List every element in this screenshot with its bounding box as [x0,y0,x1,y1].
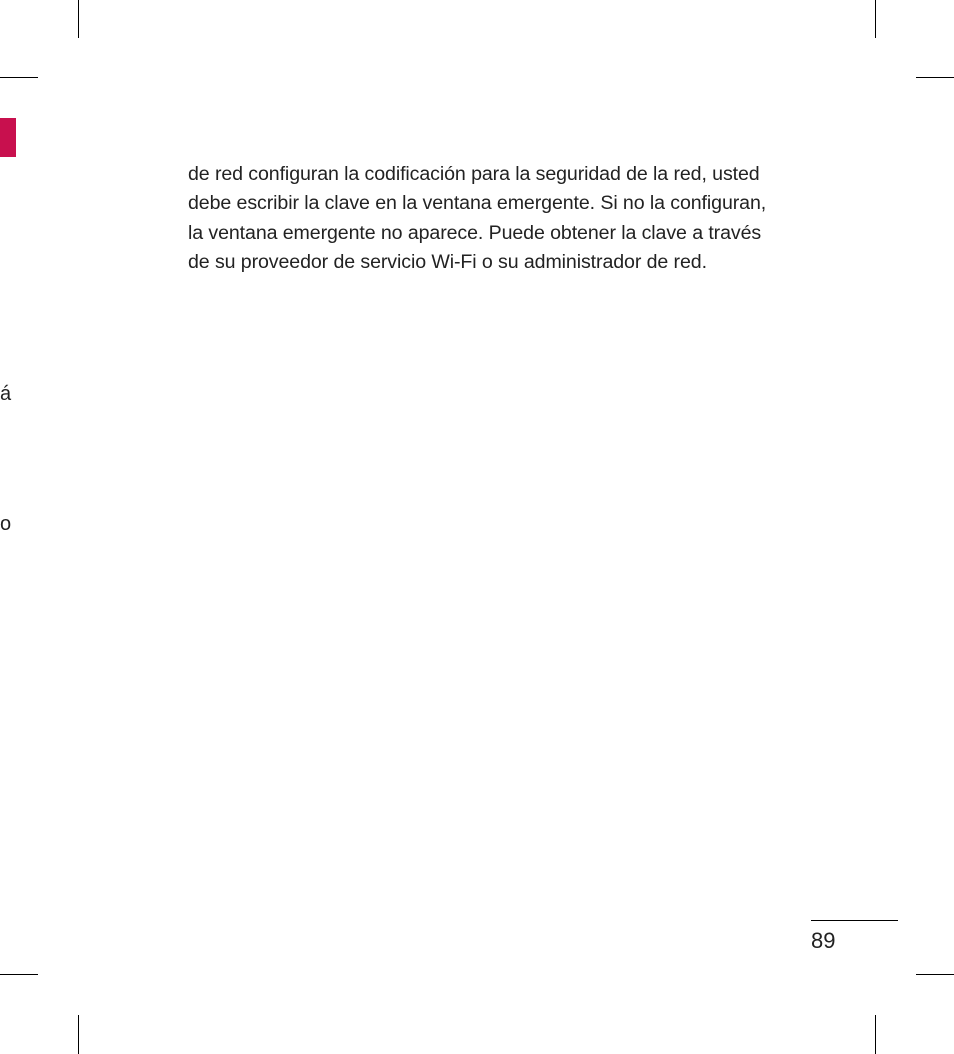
page-number: 89 [811,928,836,953]
crop-mark-right-bottom [916,974,954,975]
margin-fragment: á [0,383,12,405]
crop-mark-bottom-left [78,1015,79,1054]
crop-mark-left-bottom [0,974,38,975]
crop-mark-right-top [916,77,954,78]
crop-mark-top-right [875,0,876,38]
body-line: la ventana emergente no aparece. Puede obtener la clave a través [188,221,762,244]
section-tab-marker [0,118,16,157]
body-line: debe escribir la clave en la ventana emergente. Si no la configuran, [188,192,767,215]
crop-mark-bottom-right [875,1015,876,1054]
page-number-rule [811,920,898,921]
crop-mark-top-left [78,0,79,38]
body-line: de red configuran la codificación para la seguridad de la red, usted [188,163,760,185]
body-line: de su proveedor de servicio Wi-Fi o su administrador de red. [188,251,707,274]
crop-mark-left-top [0,77,38,78]
margin-fragment: o [0,513,12,535]
body-paragraph [188,160,828,278]
